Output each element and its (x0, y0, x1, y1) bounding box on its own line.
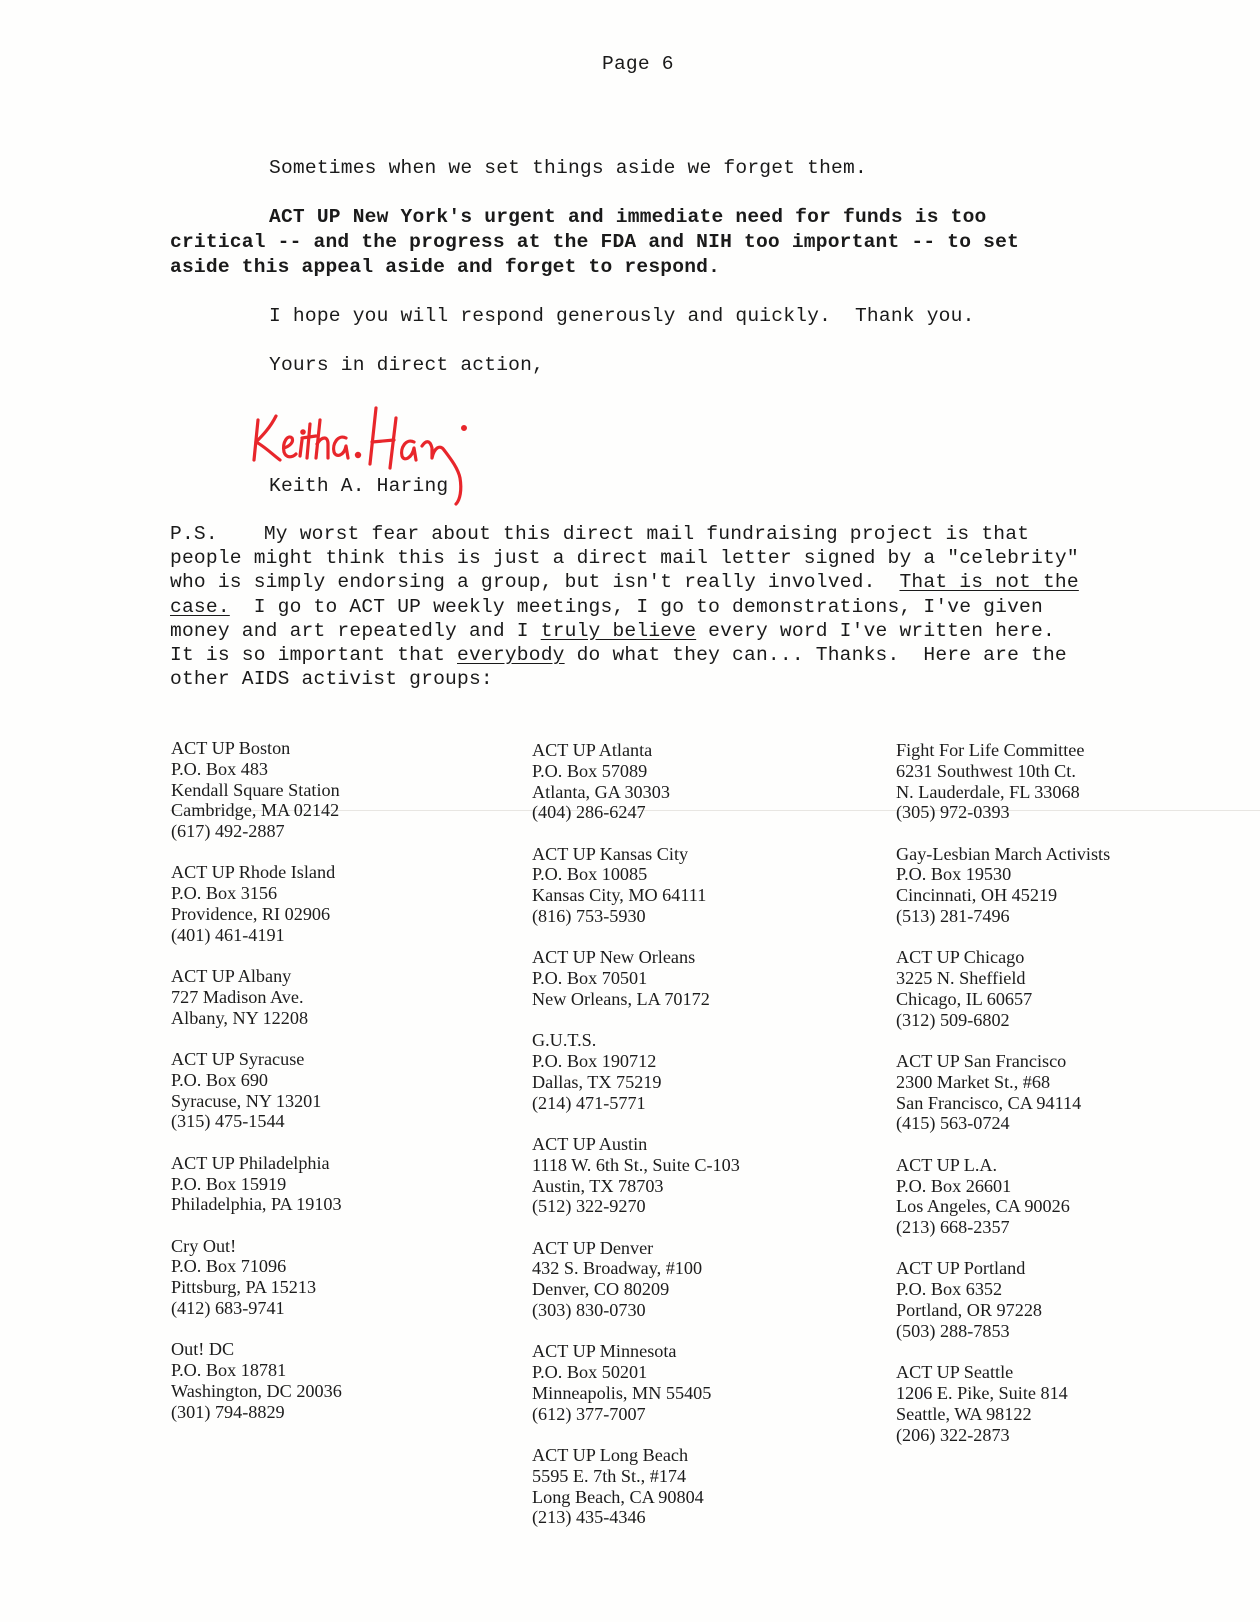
group-name: ACT UP Denver (532, 1237, 654, 1258)
group-address-line: 2300 Market St., #68 (896, 1071, 1051, 1092)
group-address-line: (513) 281-7496 (896, 906, 1010, 927)
group-address-line: (305) 972-0393 (896, 802, 1010, 823)
group-address-line: Pittsburg, PA 15213 (171, 1277, 317, 1298)
group-name: ACT UP Austin (532, 1133, 648, 1154)
group-name: Fight For Life Committee (896, 740, 1085, 760)
group-name: ACT UP San Francisco (896, 1051, 1067, 1072)
group-address-entry (896, 1051, 1110, 1134)
group-address-entry (532, 740, 740, 823)
group-address-entry (896, 740, 1110, 823)
group-address-line: P.O. Box 71096 (171, 1256, 287, 1277)
group-address-line: (303) 830-0730 (532, 1300, 646, 1321)
group-address-line: (612) 377-7007 (532, 1403, 646, 1424)
group-address-line: (512) 322-9270 (532, 1196, 646, 1217)
group-address-entry (171, 1153, 342, 1215)
group-address-entry (532, 1341, 740, 1424)
group-address-line: Kansas City, MO 64111 (532, 885, 707, 906)
group-address-line: (206) 322-2873 (896, 1424, 1010, 1445)
underlined-emphasis: case. (170, 595, 230, 618)
group-address-line: P.O. Box 70501 (532, 968, 648, 989)
group-name: ACT UP Portland (896, 1258, 1026, 1279)
group-name: ACT UP Albany (171, 966, 292, 987)
group-address-line: Denver, CO 80209 (532, 1279, 670, 1300)
group-address-line: (213) 435-4346 (532, 1507, 646, 1528)
paragraph-appeal: ACT UP New York's urgent and immediate need for funds is too critical -- and the progress at the FDA and NIH too important -- to set aside this appeal aside and forget to respond. (170, 206, 1020, 278)
group-address-line: P.O. Box 18781 (171, 1360, 287, 1381)
group-address-line: P.O. Box 3156 (171, 883, 278, 904)
group-name: ACT UP Long Beach (532, 1445, 689, 1466)
group-address-line: Minneapolis, MN 55405 (532, 1382, 712, 1403)
group-address-line: P.O. Box 190712 (532, 1051, 657, 1072)
group-address-line: Cambridge, MA 02142 (171, 800, 340, 821)
group-address-entry (896, 1155, 1110, 1238)
group-address-entry (532, 1238, 740, 1321)
group-address-line: New Orleans, LA 70172 (532, 988, 710, 1009)
group-address-entry (171, 1049, 342, 1132)
group-address-line: Long Beach, CA 90804 (532, 1486, 704, 1507)
group-address-entry (532, 1030, 740, 1113)
group-address-entry (532, 1445, 740, 1528)
group-address-entry (896, 1258, 1110, 1341)
group-address-line: Los Angeles, CA 90026 (896, 1196, 1070, 1217)
group-name: Cry Out! (171, 1235, 237, 1256)
group-address-line: P.O. Box 15919 (171, 1173, 287, 1194)
group-address-line: P.O. Box 19530 (896, 864, 1012, 885)
group-address-line: (617) 492-2887 (171, 821, 285, 842)
group-address-line: Philadelphia, PA 19103 (171, 1194, 342, 1215)
paragraph-intro: Sometimes when we set things aside we forget them. (269, 157, 867, 179)
group-address-line: Albany, NY 12208 (171, 1007, 309, 1028)
group-address-line: Portland, OR 97228 (896, 1300, 1043, 1321)
group-address-line: P.O. Box 57089 (532, 760, 648, 781)
group-name: Gay-Lesbian March Activists (896, 843, 1111, 864)
group-address-line: (816) 753-5930 (532, 906, 646, 927)
group-address-line: (503) 288-7853 (896, 1320, 1010, 1341)
group-address-line: (404) 286-6247 (532, 802, 646, 823)
group-name: ACT UP L.A. (896, 1154, 998, 1175)
group-address-line: 1118 W. 6th St., Suite C-103 (532, 1154, 740, 1175)
group-address-line: Austin, TX 78703 (532, 1175, 664, 1196)
group-address-line: Dallas, TX 75219 (532, 1071, 662, 1092)
group-name: ACT UP Boston (171, 738, 291, 758)
group-address-entry (896, 844, 1110, 927)
group-name: ACT UP Minnesota (532, 1341, 677, 1362)
group-name: ACT UP Atlanta (532, 740, 653, 760)
group-address-entry (171, 1339, 342, 1422)
group-address-entry (171, 1236, 342, 1319)
group-address-line: 6231 Southwest 10th Ct. (896, 760, 1076, 781)
group-address-line: P.O. Box 690 (171, 1069, 269, 1090)
underlined-emphasis: That is not the (899, 571, 1079, 594)
group-list-column-1 (171, 738, 342, 1443)
underlined-emphasis: truly believe (540, 619, 697, 642)
group-address-line: Chicago, IL 60657 (896, 988, 1033, 1009)
group-address-line: 3225 N. Sheffield (896, 968, 1026, 989)
group-address-entry (171, 738, 342, 842)
group-address-line: Atlanta, GA 30303 (532, 781, 670, 802)
group-address-entry (532, 947, 740, 1009)
group-address-entry (532, 844, 740, 927)
group-address-line: Providence, RI 02906 (171, 904, 331, 925)
group-address-line: P.O. Box 10085 (532, 864, 648, 885)
group-address-line: Washington, DC 20036 (171, 1380, 342, 1401)
group-address-line: (412) 683-9741 (171, 1298, 285, 1319)
page-number: Page 6 (602, 53, 674, 75)
group-address-entry (171, 862, 342, 945)
group-address-line: (214) 471-5771 (532, 1092, 646, 1113)
group-address-entry (896, 947, 1110, 1030)
group-address-line: (213) 668-2357 (896, 1217, 1010, 1238)
group-address-line: N. Lauderdale, FL 33068 (896, 781, 1080, 802)
group-name: ACT UP Syracuse (171, 1049, 305, 1070)
group-address-line: (401) 461-4191 (171, 924, 285, 945)
group-address-line: Syracuse, NY 13201 (171, 1090, 322, 1111)
group-address-line: San Francisco, CA 94114 (896, 1092, 1082, 1113)
group-address-line: P.O. Box 483 (171, 758, 269, 779)
closing-line: Yours in direct action, (269, 354, 545, 376)
underlined-emphasis: everybody (457, 644, 565, 667)
group-list-column-3 (896, 740, 1110, 1466)
group-address-line: 5595 E. 7th St., #174 (532, 1465, 687, 1486)
group-address-line: Kendall Square Station (171, 779, 340, 800)
group-name: ACT UP New Orleans (532, 947, 696, 968)
group-address-line: (315) 475-1544 (171, 1111, 285, 1132)
group-address-line: (301) 794-8829 (171, 1401, 285, 1422)
group-address-line: Seattle, WA 98122 (896, 1403, 1032, 1424)
postscript: P.S. My worst fear about this direct mail fundraising project is that people might think this is just a direct mail letter signed by a "celebrity" who is simply endorsing a group, but isn't really involved. That is not the case. I go to ACT UP weekly meetings, I go to demonstrations, I've given money and art repeatedly and I truly believe every word I've written here. It is so important that everybody do what they can... Thanks. Here are the other AIDS activist groups: (170, 523, 1079, 691)
group-address-line: 432 S. Broadway, #100 (532, 1258, 703, 1279)
group-name: ACT UP Seattle (896, 1362, 1014, 1383)
group-list-column-2 (532, 740, 740, 1549)
group-name: G.U.T.S. (532, 1030, 597, 1051)
group-address-line: P.O. Box 26601 (896, 1175, 1012, 1196)
group-address-line: Cincinnati, OH 45219 (896, 885, 1058, 906)
group-address-line: P.O. Box 50201 (532, 1362, 648, 1383)
group-name: ACT UP Kansas City (532, 843, 689, 864)
group-name: Out! DC (171, 1339, 235, 1360)
signer-name: Keith A. Haring (269, 475, 449, 497)
group-name: ACT UP Chicago (896, 947, 1025, 968)
group-address-line: 727 Madison Ave. (171, 986, 304, 1007)
group-address-entry (171, 966, 342, 1028)
group-address-line: 1206 E. Pike, Suite 814 (896, 1382, 1068, 1403)
group-name: ACT UP Rhode Island (171, 862, 336, 883)
group-address-entry (532, 1134, 740, 1217)
paragraph-hope: I hope you will respond generously and quickly. Thank you. (269, 305, 975, 327)
group-address-entry (896, 1362, 1110, 1445)
group-name: ACT UP Philadelphia (171, 1152, 330, 1173)
group-address-line: (312) 509-6802 (896, 1009, 1010, 1030)
group-address-line: P.O. Box 6352 (896, 1279, 1003, 1300)
group-address-line: (415) 563-0724 (896, 1113, 1010, 1134)
